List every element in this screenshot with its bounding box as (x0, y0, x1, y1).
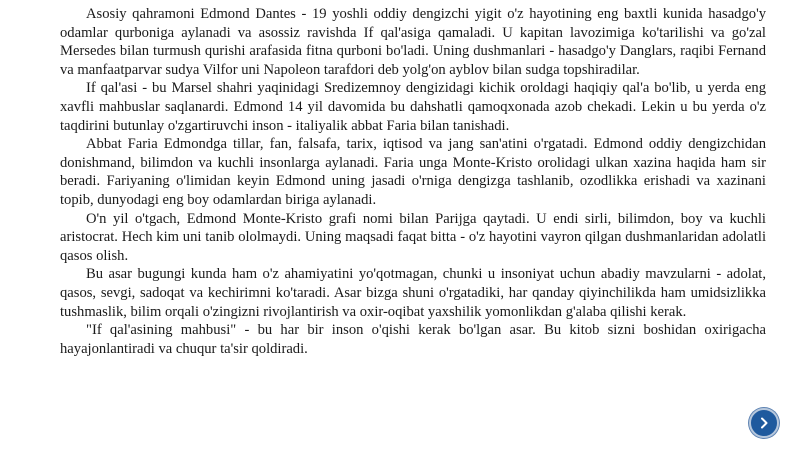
paragraph-1: Asosiy qahramoni Edmond Dantes - 19 yoshli oddiy dengizchi yigit o'z hayotining eng baxtli kunida hasadgo'y odamlar qurboniga aylanadi va asossiz ravishda If qal'asiga qamaladi. U kapitan lavozimiga ko'tarilishi va go'zal Mersedes bilan turmush qurishi arafasida fitna qurboni bo'ladi. Uning dushmanlari - hasadgo'y Danglars, raqibi Fernand va manfaatparvar sudya Vilfor uni Napoleon tarafdori deb yolg'on ayblov bilan sudga topshiradilar. (60, 6, 766, 78)
paragraph-5: Bu asar bugungi kunda ham o'z ahamiyatini yo'qotmagan, chunki u insoniyat uchun abadiy mavzularni - adolat, qasos, sevgi, sadoqat va kechirimni ko'taradi. Asar bizga shuni o'rgatadiki, har qanday qiyinchilikda ham umidsizlikka tushmaslik, bilim orqali o'zingizni rivojlantirish va oxir-oqibat yaxshilik yomonlikdan g'alaba qilishi kerak. (60, 266, 766, 320)
paragraph-2: If qal'asi - bu Marsel shahri yaqinidagi Sredizemnoy dengizidagi kichik oroldagi haqiqiy qal'a bo'lib, u yerda eng xavfli mahbuslar saqlanardi. Edmond 14 yil davomida bu dahshatli qamoqxonada azob chekadi. Lekin u bu yerda o'z taqdirini butunlay o'zgartiruvchi inson - italiyalik abbat Faria bilan tanishadi. (60, 80, 766, 134)
next-slide-button[interactable] (749, 408, 779, 438)
paragraph-6: "If qal'asining mahbusi" - bu har bir inson o'qishi kerak bo'lgan asar. Bu kitob sizni boshidan oxirigacha hayajonlantiradi va chuqur ta'sir qoldiradi. (60, 322, 766, 357)
paragraph-4: O'n yil o'tgach, Edmond Monte-Kristo grafi nomi bilan Parijga qaytadi. U endi sirli, bilimdon, boy va kuchli aristocrat. Hech kim uni tanib ololmaydi. Uning maqsadi faqat bitta - o'z hayotini vayron qilgan dushmanlaridan adolatli qasos olish. (60, 210, 766, 264)
paragraph-3: Abbat Faria Edmondga tillar, fan, falsafa, tarix, iqtisod va jang san'atini o'rgatadi. Edmond oddiy dengizchidan donishmand, bilimdon va kuchli insonlarga aylanadi. Faria unga Monte-Kristo orolidagi ulkan xazina haqida ham sir beradi. Fariyaning o'limidan keyin Edmond uning jasadi o'rniga dengizga tashlanib, ozodlikka erishadi va xazinani topib, dunyodagi eng boy odamlardan biriga aylanadi. (60, 136, 766, 208)
document-body (60, 5, 766, 358)
chevron-right-icon (757, 416, 771, 430)
